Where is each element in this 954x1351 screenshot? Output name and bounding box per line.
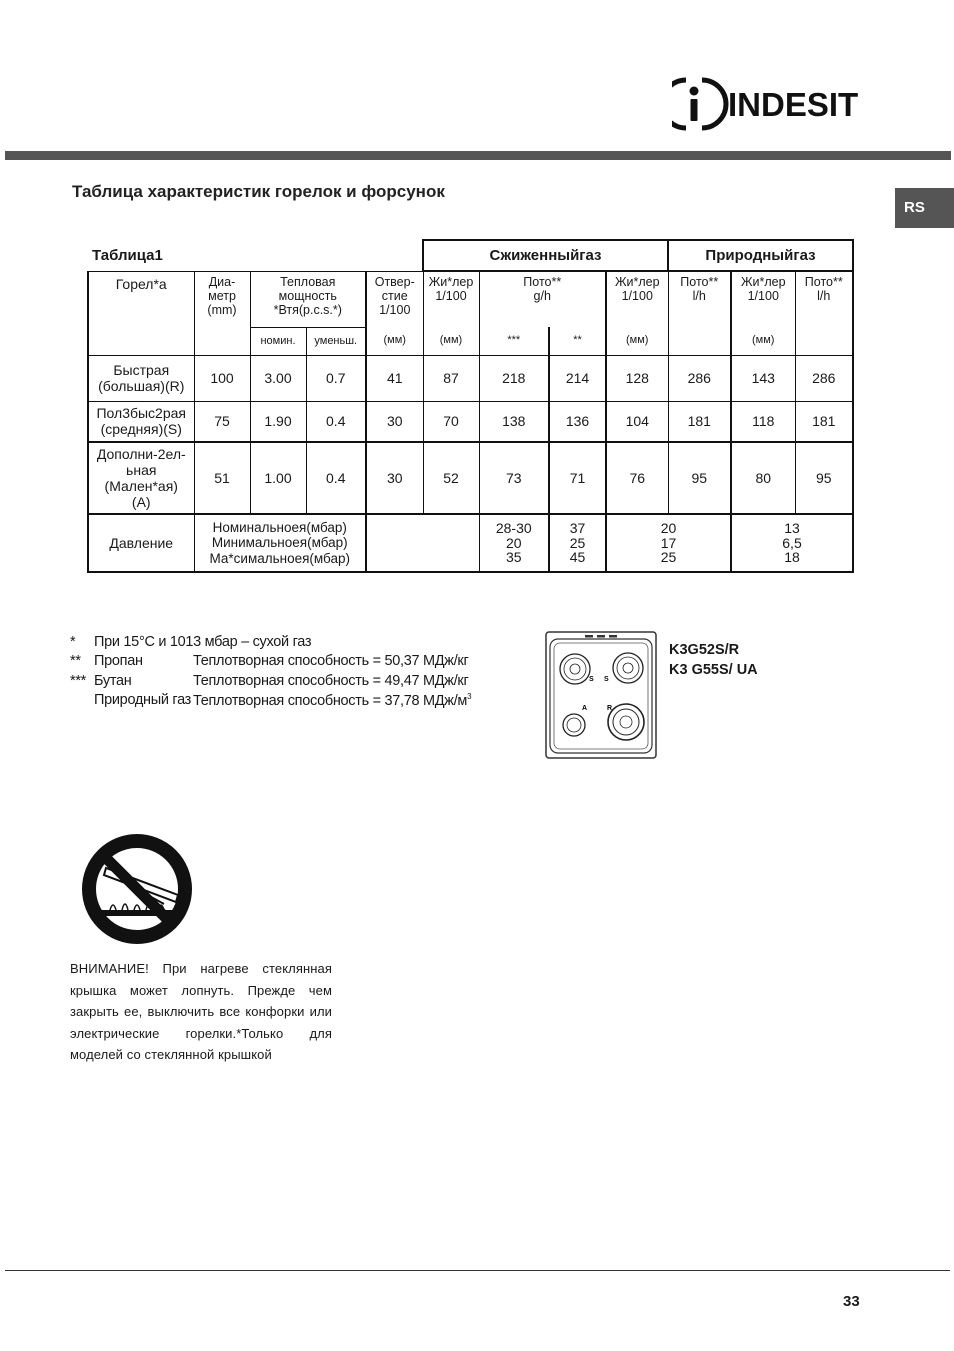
pressure-lpg-propane: 37 25 45 bbox=[549, 514, 606, 572]
footnote: * При 15°С и 1013 мбар – сухой газ bbox=[70, 633, 312, 650]
hob-label: S bbox=[604, 676, 609, 683]
cell: 104 bbox=[606, 401, 668, 442]
hob-label: S bbox=[589, 676, 594, 683]
cell: 181 bbox=[668, 401, 731, 442]
cell: 286 bbox=[795, 355, 853, 401]
cell: 87 bbox=[423, 355, 479, 401]
cell: 73 bbox=[479, 442, 549, 514]
table-row bbox=[88, 401, 853, 442]
header-jet-lpg: Жи*лер 1/100 bbox=[423, 271, 479, 327]
hob-label: R bbox=[607, 705, 613, 712]
table-row bbox=[88, 355, 853, 401]
unit-flow-ng1 bbox=[668, 327, 731, 355]
header-power: Тепловая мощность *Втя(p.c.s.*) bbox=[250, 271, 366, 327]
brand-text: INDESIT bbox=[728, 86, 859, 123]
pressure-ng1: 20 17 25 bbox=[606, 514, 731, 572]
cell: 95 bbox=[795, 442, 853, 514]
header-flow-lpg: Пото** g/h bbox=[479, 271, 606, 327]
footnotes bbox=[70, 632, 471, 710]
cell: 71 bbox=[549, 442, 606, 514]
header-flow-ng1: Пото** l/h bbox=[668, 271, 731, 327]
cell: 138 bbox=[479, 401, 549, 442]
cell: 0.4 bbox=[306, 401, 366, 442]
row-name: Давление bbox=[88, 514, 194, 572]
unit-flow-ng2 bbox=[795, 327, 853, 355]
header-power-nominal: номин. bbox=[250, 327, 306, 355]
cell: 52 bbox=[423, 442, 479, 514]
footnote: ** Пропан Теплотворная способность = 50,37 МДж/кг bbox=[70, 653, 469, 670]
unit-bypass: (мм) bbox=[366, 327, 423, 355]
header-jet-ng1: Жи*лер 1/100 bbox=[606, 271, 668, 327]
language-tab: RS bbox=[895, 188, 954, 228]
pressure-ng2: 13 6,5 18 bbox=[731, 514, 853, 572]
unit-jet-ng1: (мм) bbox=[606, 327, 668, 355]
pressure-labels: Номинальноея(мбар) Минимальноея(мбар) Ма*симальноея(мбар) bbox=[194, 514, 366, 572]
group-natural-gas: Природныйгаз bbox=[668, 240, 853, 271]
burner-spec-table bbox=[87, 239, 854, 573]
no-flame-under-lid-icon bbox=[80, 832, 195, 947]
page-title: Таблица характеристик горелок и форсунок bbox=[72, 182, 445, 201]
cell: 286 bbox=[668, 355, 731, 401]
cell: 95 bbox=[668, 442, 731, 514]
cell: 143 bbox=[731, 355, 795, 401]
cell: 1.90 bbox=[250, 401, 306, 442]
pressure-lpg-butane: 28-30 20 35 bbox=[479, 514, 549, 572]
group-lpg: Сжиженныйгаз bbox=[423, 240, 668, 271]
header-power-reduced: уменьш. bbox=[306, 327, 366, 355]
cell: 70 bbox=[423, 401, 479, 442]
cell: 30 bbox=[366, 442, 423, 514]
unit-jet-ng2: (мм) bbox=[731, 327, 795, 355]
cell: 75 bbox=[194, 401, 250, 442]
hob-layout-diagram bbox=[545, 631, 657, 759]
model-name: K3G52S/R bbox=[669, 642, 740, 658]
cell: 30 bbox=[366, 401, 423, 442]
model-list bbox=[669, 640, 758, 680]
cell: 0.7 bbox=[306, 355, 366, 401]
table-row bbox=[88, 514, 853, 572]
cell: 218 bbox=[479, 355, 549, 401]
header-bypass: Отвер- стие 1/100 bbox=[366, 271, 423, 327]
cell: 214 bbox=[549, 355, 606, 401]
flow-lpg-butane: *** bbox=[479, 327, 549, 355]
glass-lid-warning: ВНИМАНИЕ! При нагреве стеклянная крышка может лопнуть. Прежде чем закрыть ее, выключить все конфорки или электрические горелки.*Только для моделей со стеклянной крышкой bbox=[70, 961, 332, 1063]
header-jet-ng2: Жи*лер 1/100 bbox=[731, 271, 795, 327]
cell: 51 bbox=[194, 442, 250, 514]
cell: 80 bbox=[731, 442, 795, 514]
cell: 1.00 bbox=[250, 442, 306, 514]
cell: 0.4 bbox=[306, 442, 366, 514]
cell: 118 bbox=[731, 401, 795, 442]
header-diameter: Диа- метр (mm) bbox=[194, 271, 250, 355]
flow-lpg-propane: ** bbox=[549, 327, 606, 355]
indesit-logo bbox=[672, 76, 867, 132]
row-name: Пол3быс2рая (средняя)(S) bbox=[88, 401, 194, 442]
model-name: K3 G55S/ UA bbox=[669, 662, 758, 678]
footnote: Природный газ Теплотворная способность = 37,78 МДж/$м^3$ bbox=[94, 691, 472, 709]
table-row bbox=[88, 442, 853, 514]
cell: 41 bbox=[366, 355, 423, 401]
header-burner: Горел*а bbox=[88, 271, 194, 355]
cell: 136 bbox=[549, 401, 606, 442]
row-name: Быстрая (большая)(R) bbox=[88, 355, 194, 401]
cell: 100 bbox=[194, 355, 250, 401]
header-bar bbox=[5, 151, 951, 160]
row-name: Дополни-2ел- ьная (Мален*ая) (A) bbox=[88, 442, 194, 514]
page-number: 33 bbox=[843, 1293, 860, 1310]
pressure-empty bbox=[366, 514, 479, 572]
hob-label: A bbox=[582, 705, 588, 712]
table-name: Таблица1 bbox=[92, 246, 163, 264]
cell: 181 bbox=[795, 401, 853, 442]
header-flow-ng2: Пото** l/h bbox=[795, 271, 853, 327]
footer-divider bbox=[5, 1270, 950, 1271]
cell: 76 bbox=[606, 442, 668, 514]
cell: 3.00 bbox=[250, 355, 306, 401]
unit-jet-lpg: (мм) bbox=[423, 327, 479, 355]
cell: 128 bbox=[606, 355, 668, 401]
footnote: *** Бутан Теплотворная способность = 49,47 МДж/кг bbox=[70, 672, 469, 689]
